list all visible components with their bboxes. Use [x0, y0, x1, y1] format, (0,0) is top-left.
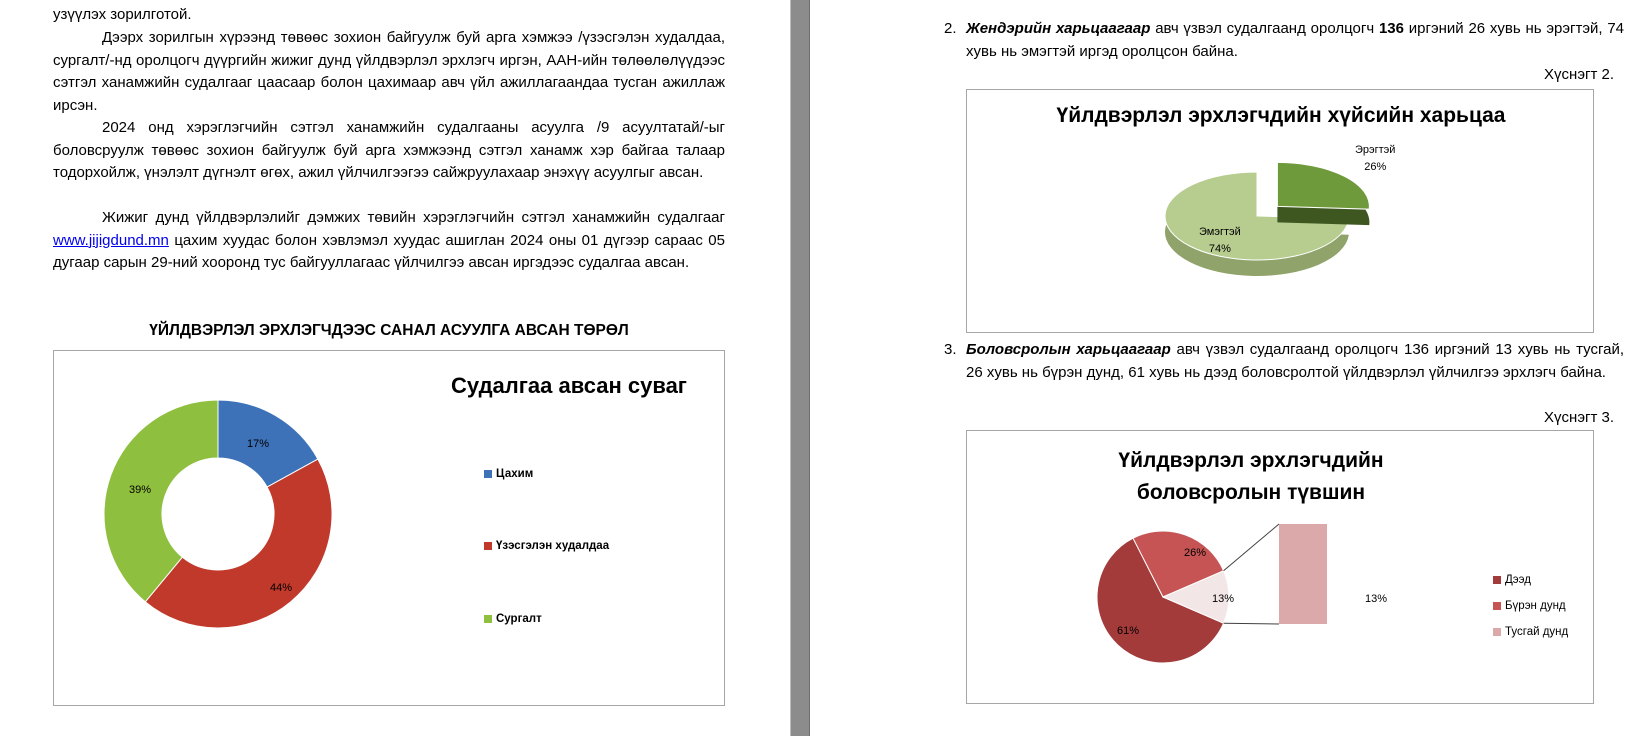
legend-swatch-higher [1493, 576, 1501, 584]
gender-lead: Жендэрийн харьцаагаар [966, 20, 1151, 37]
slice-label-exhibition: 44% [270, 582, 293, 594]
legend-swatch-training [484, 615, 492, 623]
gender-count: 136 [1378, 20, 1404, 37]
gender-chart [966, 89, 1594, 333]
slice-label-male-name: Эрэгтэй [1355, 144, 1396, 156]
left-page [0, 0, 790, 736]
education-lead: Боловсролын харьцаагаар [966, 341, 1171, 358]
right-page [810, 0, 1640, 736]
legend-swatch-online [484, 470, 492, 478]
caption-table-3: Хүснэгт 3. [1544, 409, 1614, 426]
legend-swatch-complete-secondary [1493, 602, 1501, 610]
paragraph-3 [53, 207, 725, 275]
gender-mid: авч үзвэл судалгаанд оролцогч [1155, 20, 1375, 37]
legend-label-complete-secondary: Бүрэн дунд [1505, 600, 1566, 612]
channel-chart-title: Судалгаа авсан суваг [451, 373, 687, 398]
legend-item-higher [1493, 574, 1531, 586]
channel-chart [53, 350, 725, 706]
legend-swatch-special-secondary [1493, 628, 1501, 636]
website-link[interactable]: www.jijigdund.mn [53, 231, 169, 249]
legend-swatch-exhibition [484, 542, 492, 550]
page-gutter [790, 0, 810, 736]
legend-item-online [484, 468, 533, 480]
education-chart [966, 430, 1594, 704]
legend-item-training [484, 613, 542, 625]
list-number-3: 3. [944, 341, 957, 358]
list-number-2: 2. [944, 20, 957, 37]
slice-label-female [1199, 224, 1241, 258]
slice-exhibition [145, 459, 332, 628]
slice-label-female-value: 74% [1208, 243, 1231, 255]
list-item-gender [944, 18, 1625, 63]
slice-label-female-name: Эмэгтэй [1199, 226, 1241, 238]
caption-table-2: Хүснэгт 2. [1544, 66, 1614, 83]
section-heading: ҮЙЛДВЭРЛЭЛ ЭРХЛЭГЧДЭЭС САНАЛ АСУУЛГА АВСАН ТӨРӨЛ [149, 322, 629, 339]
list-item-education [944, 339, 1624, 384]
gender-rest: иргэний 26 хувь нь эрэгтэй, 74 хувь нь эмэгтэй иргэд оролцсон байна. [966, 20, 1625, 60]
connector-bottom [1224, 623, 1279, 624]
legend-label-special-secondary: Тусгай дунд [1505, 626, 1569, 638]
legend-label-online: Цахим [496, 468, 534, 480]
connector-top [1224, 524, 1279, 571]
paragraph-3-text-a: Жижиг дунд үйлдвэрлэлийг дэмжих төвийн хэрэглэгчийн сэтгэл ханамжийн судалгааг [102, 209, 725, 226]
slice-label-training: 39% [129, 484, 152, 496]
gender-chart-title: Үйлдвэрлэл эрхлэгчдийн хүйсийн харьцаа [1056, 104, 1506, 127]
channel-donut-svg [54, 351, 726, 707]
slice-label-male-value: 26% [1364, 161, 1387, 173]
legend-label-higher: Дээд [1505, 574, 1531, 586]
bar-special-secondary [1279, 524, 1327, 624]
legend-item-complete-secondary [1493, 600, 1566, 612]
education-chart-title: Үйлдвэрлэл эрхлэгчдийн боловсролын түвшин [1118, 449, 1384, 504]
slice-label-higher: 61% [1117, 625, 1140, 637]
legend-label-exhibition: Үзэсгэлэн худалдаа [496, 540, 610, 552]
legend-item-special-secondary [1493, 626, 1568, 638]
education-rest: авч үзвэл судалгаанд оролцогч 136 иргэний 13 хувь нь тусгай, 26 хувь нь бүрэн дунд, 61 хувь нь дээд боловсролтой үйлдвэрлэл үйлчилгээ эрхлэгч байна. [966, 341, 1624, 381]
paragraph-1: Дээрх зорилгын хүрээнд төвөөс зохион байгуулж буй арга хэмжээ /үзэсгэлэн худалдаа, сургалт/-нд оролцогч дүүргийн жижиг дунд үйлдвэрлэл эрхлэгч иргэн, ААН-ийн төлөөлөлүүдээс сэтгэл ханамжийн судалгааг цаасаар болон цахимаар авч үйл ажиллагаандаа тусган ажиллаж ирсэн. [53, 29, 725, 114]
bar-label-special-secondary: 13% [1365, 593, 1388, 605]
paragraph-intro-tail: узүүлэх зорилготой. [53, 6, 192, 23]
slice-label-male [1355, 142, 1395, 176]
legend-item-exhibition [484, 540, 609, 552]
slice-label-complete-secondary: 26% [1184, 547, 1207, 559]
legend-label-training: Сургалт [496, 613, 542, 625]
paragraph-3-text-b: цахим хуудас болон хэвлэмэл хуудас ашиглан 2024 оны 01 дүгээр сараас 05 дугаар сарын 29-ний хооронд тус байгууллагаас үйлчилгээ авсан иргэдээс судалгаа авсан. [53, 231, 725, 271]
slice-label-online: 17% [247, 438, 270, 450]
paragraph-2: 2024 онд хэрэглэгчийн сэтгэл ханамжийн судалгааны асуулга /9 асуултатай/-ыг боловсруулж төвөөс зохион байгуулж буй арга хэмжээнд сэтгэл ханамж хэр байгаа талаар тодорхойлж, үнэлэлт дүгнэлт өгөх, ажил үйлчилгээгээ сайжруулахаар энэхүү асуулгыг авсан. [53, 119, 725, 181]
slice-label-special-secondary: 13% [1212, 593, 1235, 605]
